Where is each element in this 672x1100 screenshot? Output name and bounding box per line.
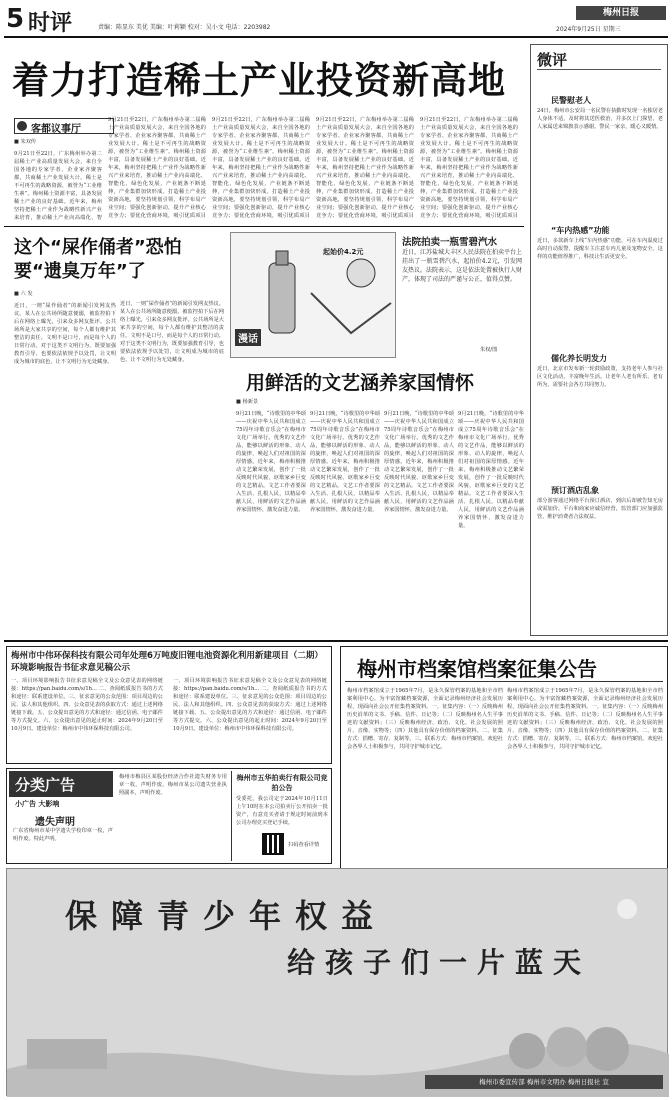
cartoon-price-tag: 起始价4.2元	[323, 248, 364, 256]
notice2-title-rule	[345, 681, 663, 682]
culture-body-col3: 9月21日晚，“诗歌里的中华颂——庆祝中华人民共和国成立75周年诗歌音乐会”在梅州市文化广场举行。优秀的文艺作品，能够以鲜活的形象、动人的旋律，唤起人们对祖国的深厚情感。近年来，梅州积极推动文艺繁荣发展，创作了一批反映时代风貌、讴歌家乡巨变的文艺精品。文艺工作者要深入生活、扎根人民，以精品奉献人民，用鲜活的文艺作品涵养家国情怀，激发奋进力量。	[384, 411, 454, 513]
banner-line2: 给孩子们一片蓝天	[287, 946, 592, 979]
lead-body-col2: 9月21日至22日，广东梅州举办第二届稀土产业高质量发展大会，来自全国各地的专家学者、企业家齐聚客都，共商稀土产业发展大计。稀土是不可再生的战略资源，被誉为“工业维生素”。梅州稀土资源丰富，具备发展稀土产业的良好基础。近年来，梅州坚持把稀土产业作为战略性新兴产业来培育，推动稀土产业向高端化、智能化、绿色化发展，产业链条不断延伸，产业集群加快形成。打造稀土产业投资新高地，要坚持规划引领，科学布局产业空间；要强化创新驱动，提升产业核心竞争力；要优化营商环境，吸引优质项目	[108, 117, 206, 219]
opinion2-body: 近日，一则“屎作俑者”的新闻引发网友热议。某人在公共场所随意便溺，被监控拍下后在网络上曝光，引来众多网友批评。公共场所是大家共享的空间，每个人都有维护其整洁的责任。文明不是口号，而是每个人的日常行动。对于这类不文明行为，既要加强教育引导，也要依法依规予以处罚，让文明成为城市的底色，让不文明行为无处藏身。	[14, 303, 116, 365]
weiping-item-body: 近日，北京市发布新一轮鼓励政策，支持老年人参与社区文化活动，丰富晚年生活。让老年人老有所乐、老有所为，需要社会各方共同努力。	[537, 366, 663, 388]
culture-body: 9月21日晚，“诗歌里的中华颂——庆祝中华人民共和国成立75周年诗歌音乐会”在梅州市文化广场举行。优秀的文艺作品，能够以鲜活的形象、动人的旋律，唤起人们对祖国的深厚情感。近年来，梅州积极推动文艺繁荣发展，创作了一批反映时代风貌、讴歌家乡巨变的文艺精品。文艺工作者要深入生活、扎根人民，以精品奉献人民，用鲜活的文艺作品涵养家国情怀，激发奋进力量。	[236, 411, 306, 513]
masthead-rule	[4, 36, 668, 38]
column-tag-label: 客都议事厅	[31, 124, 81, 135]
notice2-title: 梅州市档案馆档案征集公告	[357, 657, 597, 681]
notice1-box	[6, 646, 332, 764]
lost-notice-title: 遗失声明	[35, 817, 75, 828]
auction-body: 受委托，我公司定于2024年10月11日上午10时在本公司拍卖厅公开拍卖一批资产，有意竞买者请于规定时间前到本公司办理竞买登记手续。	[236, 796, 328, 826]
banner-credit-bar	[425, 1075, 663, 1089]
notice1-body: 一、项目环境影响报告书征求意见稿全文及公众意见表的网络链接：https://pan.baidu.com/s/1h... 二、查阅纸质报告书的方式和途径：联系建设单位。三、征求意见的公众范围：项目周边的公民、法人和其他组织。四、公众意见表的获取方式：通过上述网络链接下载。五、公众提出意见的方式和途径：通过信函、电子邮件等方式提交。六、公众提出意见的起止时间：2024年9月20日至10月9日。建设单位：梅州市中伟环保科技有限公司。	[11, 678, 163, 732]
weiping-item-body: 24日，梅州市公安局一名民警在执勤时发现一名独居老人身体不适，及时将其送医救治，并多次上门探望，老人家属送来锦旗表示感谢。警民一家亲，暖心又暖情。	[537, 108, 663, 130]
issue-date: 2024年9月25日 星期三	[556, 26, 621, 33]
opinion2-headline: 这个“屎作俑者”恐怕要“遗臭万年”了	[14, 237, 182, 282]
section-title: 时评	[28, 11, 73, 36]
opinion2-author: ■ 六 发	[14, 291, 33, 297]
notice1-body-col2: 一、项目环境影响报告书征求意见稿全文及公众意见表的网络链接：https://pan.baidu.com/s/1h... 二、查阅纸质报告书的方式和途径：联系建设单位。三、征求意见的公众范围：项目周边的公民、法人和其他组织。四、公众意见表的获取方式：通过上述网络链接下载。五、公众提出意见的方式和途径：通过信函、电子邮件等方式提交。六、公众提出意见的起止时间：2024年9月20日至10月9日。建设单位：梅州市中伟环保科技有限公司。	[173, 678, 327, 732]
classified-header	[9, 771, 113, 797]
classified-box	[6, 768, 332, 864]
column-tag	[14, 118, 114, 134]
weiping-item-title: 预订酒店乱象	[551, 486, 599, 495]
chat-bubble-icon	[17, 121, 27, 131]
auction-box	[231, 771, 329, 861]
mid-rule	[4, 640, 668, 642]
notice2-body-col2: 梅州市档案馆成立于1965年7月，是永久保管档案的基地和全市档案利用中心。为丰富馆藏档案资源，全面记录梅州经济社会发展历程，现面向社会公开征集档案资料。一、征集内容：（一）反映梅州历史沿革的文书、手稿、信件、日记等；（二）反映梅州名人生平事迹的文献资料；（三）反映梅州经济、政治、文化、社会发展的照片、音像、实物等；（四）其他具有保存价值的档案资料。二、征集方式：捐赠、寄存、复制等。三、联系方式：梅州市档案馆。欢迎社会各界人士积极参与，共同守护城市记忆。	[507, 688, 663, 750]
cartoon-drawing	[230, 232, 396, 358]
paper-name-block	[576, 6, 666, 20]
lead-headline: 着力打造稀土产业投资新高地	[12, 59, 506, 102]
weiping-title: 微评	[537, 51, 568, 69]
lead-body-col3: 9月21日至22日，广东梅州举办第二届稀土产业高质量发展大会，来自全国各地的专家学者、企业家齐聚客都，共商稀土产业发展大计。稀土是不可再生的战略资源，被誉为“工业维生素”。梅州稀土资源丰富，具备发展稀土产业的良好基础。近年来，梅州坚持把稀土产业作为战略性新兴产业来培育，推动稀土产业向高端化、智能化、绿色化发展，产业链条不断延伸，产业集群加快形成。打造稀土产业投资新高地，要坚持规划引领，科学布局产业空间；要强化创新驱动，提升产业核心竞争力；要优化营商环境，吸引优质项目	[212, 117, 310, 219]
lead-body-col5: 9月21日至22日，广东梅州举办第二届稀土产业高质量发展大会，来自全国各地的专家学者、企业家齐聚客都，共商稀土产业发展大计。稀土是不可再生的战略资源，被誉为“工业维生素”。梅州稀土资源丰富，具备发展稀土产业的良好基础。近年来，梅州坚持把稀土产业作为战略性新兴产业来培育，推动稀土产业向高端化、智能化、绿色化发展，产业链条不断延伸，产业集群加快形成。打造稀土产业投资新高地，要坚持规划引领，科学布局产业空间；要强化创新驱动，提升产业核心竞争力；要优化营商环境，吸引优质项目	[420, 117, 518, 219]
public-service-banner	[6, 868, 668, 1096]
banner-line1: 保障青少年权益	[65, 897, 388, 935]
weiping-item-body: 近日，多款新车上线“车内热感”功能，可在车内温度过高时自动报警，提醒车主注意车内儿童及宠物安全。这样的功能值得推广，科技让生活更安全。	[537, 238, 663, 260]
weiping-item-body: 部分游客通过网络平台预订酒店，到店后却被告知无房或需加价。平台和商家应诚信经营，监管部门应加强监管，维护消费者合法权益。	[537, 498, 663, 520]
culture-author: ■ 杨新景	[236, 399, 259, 405]
weiping-item-title: 民警慰老人	[551, 96, 591, 105]
cartoon-panel	[230, 232, 524, 360]
lead-bottom-rule	[4, 226, 524, 227]
qr-code-icon	[262, 833, 284, 855]
lost-notice-body: 广东省梅州市某中学遗失学校印章一枚，声明作废。特此声明。	[13, 828, 113, 842]
weiping-title-rule	[537, 69, 661, 70]
weiping-sidebar	[530, 44, 668, 636]
lead-body-col4: 9月21日至22日，广东梅州举办第二届稀土产业高质量发展大会，来自全国各地的专家学者、企业家齐聚客都，共商稀土产业发展大计。稀土是不可再生的战略资源，被誉为“工业维生素”。梅州稀土资源丰富，具备发展稀土产业的良好基础。近年来，梅州坚持把稀土产业作为战略性新兴产业来培育，推动稀土产业向高端化、智能化、绿色化发展，产业链条不断延伸，产业集群加快形成。打造稀土产业投资新高地，要坚持规划引领，科学布局产业空间；要强化创新驱动，提升产业核心竞争力；要优化营商环境，吸引优质项目	[316, 117, 414, 219]
classified-title: 分类广告	[15, 776, 76, 794]
banner-credit: 梅州市委宣传部 梅州市文明办 梅州日报社 宣	[479, 1078, 609, 1086]
weiping-item-title: “车内热感”功能	[551, 226, 610, 235]
culture-headline: 用鲜活的文艺涵养家国情怀	[246, 372, 475, 394]
masthead	[0, 0, 672, 38]
culture-body-col2: 9月21日晚，“诗歌里的中华颂——庆祝中华人民共和国成立75周年诗歌音乐会”在梅州市文化广场举行。优秀的文艺作品，能够以鲜活的形象、动人的旋律，唤起人们对祖国的深厚情感。近年来，梅州积极推动文艺繁荣发展，创作了一批反映时代风貌、讴歌家乡巨变的文艺精品。文艺工作者要深入生活、扎根人民，以精品奉献人民，用鲜活的文艺作品涵养家国情怀，激发奋进力量。	[310, 411, 380, 513]
lead-author: ■ 朱双传	[14, 139, 37, 145]
notice1-title: 梅州市中伟环保科技有限公司年处理6万吨废旧锂电池资源化利用新建项目（二期）环境影响报告书征求意见稿公示	[11, 651, 323, 673]
page-number: 5	[6, 4, 25, 34]
notice2-body: 梅州市档案馆成立于1965年7月，是永久保管档案的基地和全市档案利用中心。为丰富馆藏档案资源，全面记录梅州经济社会发展历程，现面向社会公开征集档案资料。一、征集内容：（一）反映梅州历史沿革的文书、手稿、信件、日记等；（二）反映梅州名人生平事迹的文献资料；（三）反映梅州经济、政治、文化、社会发展的照片、音像、实物等；（四）其他具有保存价值的档案资料。二、征集方式：捐赠、寄存、复制等。三、联系方式：梅州市档案馆。欢迎社会各界人士积极参与，共同守护城市记忆。	[347, 688, 503, 750]
cartoon-caption: 朱权/图	[480, 347, 498, 353]
weiping-item-title: 儒化养长明发力	[551, 354, 607, 363]
qr-caption: 扫码查看详情	[288, 842, 320, 848]
paper-name: 梅州日报	[602, 8, 639, 18]
cartoon-body: 近日，江苏盐城大丰区人民法院在拍卖平台上挂出了一瓶雪碧汽水，起拍价4.2元，引发网友热议。法院表示，这是依法处置被执行人财产，体现了司法的严谨与公正，值得点赞。	[402, 249, 522, 283]
lead-body: 9月21日至22日，广东梅州举办第二届稀土产业高质量发展大会，来自全国各地的专家学者、企业家齐聚客都，共商稀土产业发展大计。稀土是不可再生的战略资源，被誉为“工业维生素”。梅州稀土资源丰富，具备发展稀土产业的良好基础。近年来，梅州坚持把稀土产业作为战略性新兴产业来培育，推动稀土产业向高端化、智	[14, 151, 102, 220]
opinion2-body-col2: 近日，一则“屎作俑者”的新闻引发网友热议。某人在公共场所随意便溺，被监控拍下后在网络上曝光，引来众多网友批评。公共场所是大家共享的空间，每个人都有维护其整洁的责任。文明不是口号，而是每个人的日常行动。对于这类不文明行为，既要加强教育引导，也要依法依规予以处罚，让文明成为城市的底色，让不文明行为无处藏身。	[120, 301, 224, 363]
auction-title: 梅州市五华拍卖行有限公司竞拍公告	[236, 774, 328, 792]
culture-body-col4: 9月21日晚，“诗歌里的中华颂——庆祝中华人民共和国成立75周年诗歌音乐会”在梅州市文化广场举行。优秀的文艺作品，能够以鲜活的形象、动人的旋律，唤起人们对祖国的深厚情感。近年来，梅州积极推动文艺繁荣发展，创作了一批反映时代风貌、讴歌家乡巨变的文艺精品。文艺工作者要深入生活、扎根人民，以精品奉献人民，用鲜活的文艺作品涵养家国情怀，激发奋进力量。	[458, 411, 524, 529]
classified-mid-body: 梅州市梅县区某股份经济合作社遗失财务专用章一枚，声明作废。梅州市某公司遗失营业执照副本，声明作废。	[119, 774, 227, 796]
cartoon-title: 法院拍卖一瓶雪碧汽水	[402, 237, 498, 248]
staff-line: 责编：陈显东 美优 美编：叶莉颖 校对：吴小文 电话：2203982	[98, 24, 271, 31]
classified-sub: 小广告 大影响	[15, 800, 60, 808]
cartoon-label: 漫话	[235, 329, 261, 346]
